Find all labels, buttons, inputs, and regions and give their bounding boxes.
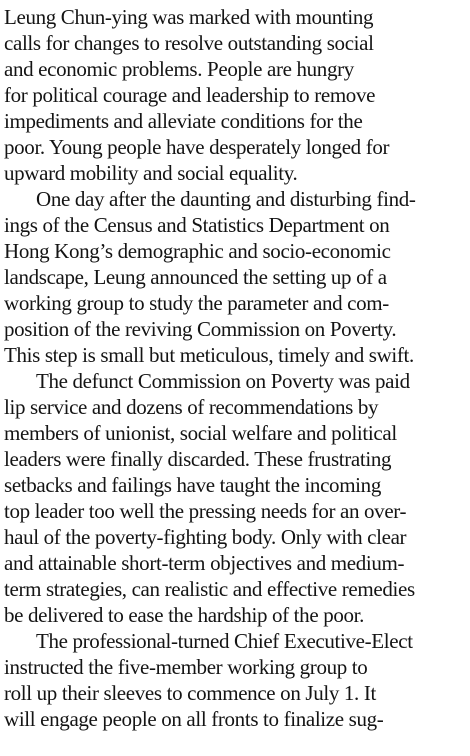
text-line: ings of the Census and Statistics Department on (4, 213, 390, 237)
text-line: and attainable short-term objectives and medium- (4, 551, 405, 575)
paragraph-start-line: One day after the daunting and disturbing find- (36, 187, 416, 211)
text-line: Hong Kong’s demographic and socio-economic (4, 239, 391, 263)
text-line: haul of the poverty-fighting body. Only with clear (4, 525, 407, 549)
text-line: landscape, Leung announced the setting up of a (4, 265, 387, 289)
text-line: position of the reviving Commission on Poverty. (4, 317, 397, 341)
text-line: leaders were finally discarded. These frustrating (4, 447, 392, 471)
text-line: for political courage and leadership to remove (4, 83, 376, 107)
text-line: top leader too well the pressing needs for an over- (4, 499, 407, 523)
text-line: This step is small but meticulous, timely and swift. (4, 343, 414, 367)
text-line: upward mobility and social equality. (4, 161, 298, 185)
text-line: working group to study the parameter and com- (4, 291, 389, 315)
text-line: impediments and alleviate conditions for the (4, 109, 363, 133)
paragraph-start-line: The defunct Commission on Poverty was paid (36, 369, 410, 393)
text-line: term strategies, can realistic and effective remedies (4, 577, 415, 601)
text-line: be delivered to ease the hardship of the poor. (4, 603, 365, 627)
text-line: members of unionist, social welfare and political (4, 421, 397, 445)
text-line: roll up their sleeves to commence on July 1. It (4, 681, 376, 705)
paragraph-start-line: The professional-turned Chief Executive-Elect (36, 629, 413, 653)
text-line: Leung Chun-ying was marked with mounting (4, 5, 374, 29)
text-line: will engage people on all fronts to finalize sug- (4, 707, 384, 731)
article-body (4, 4, 468, 732)
text-line: poor. Young people have desperately longed for (4, 135, 390, 159)
text-line: and economic problems. People are hungry (4, 57, 354, 81)
text-line: lip service and dozens of recommendations by (4, 395, 379, 419)
text-line: setbacks and failings have taught the incoming (4, 473, 381, 497)
text-line: instructed the five-member working group to (4, 655, 368, 679)
text-line: calls for changes to resolve outstanding social (4, 31, 374, 55)
